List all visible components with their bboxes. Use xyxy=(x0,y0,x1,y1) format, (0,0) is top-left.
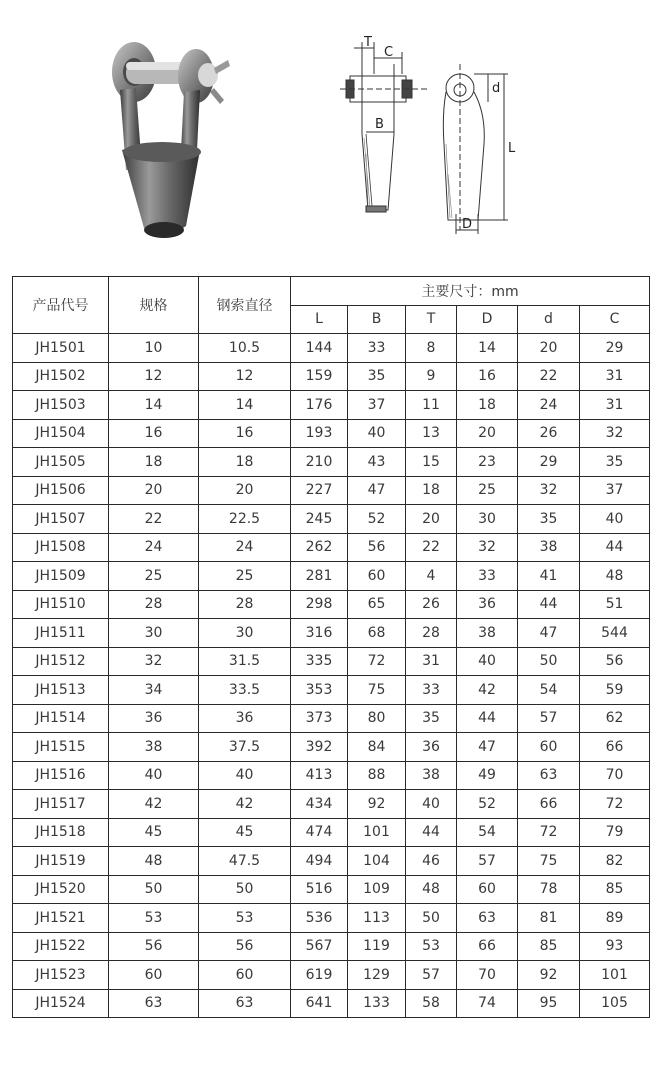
table-cell: 11 xyxy=(406,391,457,420)
table-cell: 35 xyxy=(580,448,650,477)
table-cell: 35 xyxy=(348,362,406,391)
table-row xyxy=(13,761,650,790)
header-dim: D xyxy=(457,305,518,334)
table-cell: 52 xyxy=(348,505,406,534)
table-cell: 54 xyxy=(457,818,518,847)
table-cell: 51 xyxy=(580,590,650,619)
table-cell: 18 xyxy=(199,448,291,477)
spec-table xyxy=(12,276,650,1018)
table-cell: 81 xyxy=(518,904,580,933)
header-dim: T xyxy=(406,305,457,334)
table-row xyxy=(13,733,650,762)
table-cell: 105 xyxy=(580,989,650,1018)
table-cell: 47 xyxy=(348,476,406,505)
table-cell: 24 xyxy=(109,533,199,562)
table-cell: 193 xyxy=(291,419,348,448)
table-cell: 45 xyxy=(109,818,199,847)
table-cell: 30 xyxy=(109,619,199,648)
table-row xyxy=(13,362,650,391)
table-cell: 567 xyxy=(291,932,348,961)
table-cell: 50 xyxy=(518,647,580,676)
table-cell: 119 xyxy=(348,932,406,961)
product-figures xyxy=(0,0,661,270)
table-cell: 14 xyxy=(457,334,518,363)
table-cell: 85 xyxy=(580,875,650,904)
table-cell: 474 xyxy=(291,818,348,847)
table-cell: 22 xyxy=(406,533,457,562)
table-cell: 63 xyxy=(199,989,291,1018)
label-L: L xyxy=(508,141,516,156)
table-cell: 44 xyxy=(457,704,518,733)
table-cell: 129 xyxy=(348,961,406,990)
table-cell: 60 xyxy=(109,961,199,990)
table-cell: 109 xyxy=(348,875,406,904)
table-cell: 42 xyxy=(457,676,518,705)
product-code-cell: JH1515 xyxy=(13,733,109,762)
product-code-cell: JH1507 xyxy=(13,505,109,534)
header-code: 产品代号 xyxy=(13,277,109,334)
table-cell: 516 xyxy=(291,875,348,904)
table-cell: 20 xyxy=(457,419,518,448)
table-row xyxy=(13,590,650,619)
table-cell: 57 xyxy=(457,847,518,876)
table-cell: 32 xyxy=(457,533,518,562)
table-cell: 33 xyxy=(348,334,406,363)
table-cell: 24 xyxy=(518,391,580,420)
product-code-cell: JH1509 xyxy=(13,562,109,591)
table-cell: 56 xyxy=(109,932,199,961)
table-cell: 70 xyxy=(457,961,518,990)
table-cell: 32 xyxy=(109,647,199,676)
table-cell: 60 xyxy=(457,875,518,904)
table-cell: 46 xyxy=(406,847,457,876)
product-code-cell: JH1518 xyxy=(13,818,109,847)
table-cell: 57 xyxy=(406,961,457,990)
table-cell: 47 xyxy=(457,733,518,762)
table-cell: 316 xyxy=(291,619,348,648)
table-cell: 74 xyxy=(457,989,518,1018)
table-cell: 56 xyxy=(199,932,291,961)
table-cell: 59 xyxy=(580,676,650,705)
product-code-cell: JH1505 xyxy=(13,448,109,477)
table-cell: 176 xyxy=(291,391,348,420)
table-cell: 494 xyxy=(291,847,348,876)
table-cell: 40 xyxy=(199,761,291,790)
table-cell: 25 xyxy=(457,476,518,505)
product-code-cell: JH1513 xyxy=(13,676,109,705)
table-cell: 92 xyxy=(348,790,406,819)
table-cell: 18 xyxy=(109,448,199,477)
table-cell: 50 xyxy=(406,904,457,933)
table-cell: 15 xyxy=(406,448,457,477)
table-cell: 29 xyxy=(580,334,650,363)
table-cell: 84 xyxy=(348,733,406,762)
table-row xyxy=(13,391,650,420)
table-cell: 63 xyxy=(109,989,199,1018)
table-cell: 22 xyxy=(109,505,199,534)
table-cell: 36 xyxy=(406,733,457,762)
table-cell: 50 xyxy=(109,875,199,904)
table-cell: 133 xyxy=(348,989,406,1018)
table-cell: 619 xyxy=(291,961,348,990)
table-cell: 29 xyxy=(518,448,580,477)
table-cell: 80 xyxy=(348,704,406,733)
table-cell: 93 xyxy=(580,932,650,961)
table-cell: 48 xyxy=(406,875,457,904)
product-code-cell: JH1523 xyxy=(13,961,109,990)
table-cell: 24 xyxy=(199,533,291,562)
table-cell: 544 xyxy=(580,619,650,648)
product-code-cell: JH1516 xyxy=(13,761,109,790)
table-cell: 104 xyxy=(348,847,406,876)
product-code-cell: JH1506 xyxy=(13,476,109,505)
table-cell: 16 xyxy=(457,362,518,391)
table-row xyxy=(13,790,650,819)
table-cell: 57 xyxy=(518,704,580,733)
table-cell: 53 xyxy=(199,904,291,933)
table-cell: 10.5 xyxy=(199,334,291,363)
table-row xyxy=(13,505,650,534)
product-code-cell: JH1512 xyxy=(13,647,109,676)
table-cell: 60 xyxy=(518,733,580,762)
spec-table-body xyxy=(13,334,650,1018)
label-C: C xyxy=(384,45,394,60)
table-cell: 63 xyxy=(518,761,580,790)
header-dim: L xyxy=(291,305,348,334)
table-cell: 44 xyxy=(406,818,457,847)
table-cell: 335 xyxy=(291,647,348,676)
table-cell: 13 xyxy=(406,419,457,448)
table-cell: 92 xyxy=(518,961,580,990)
table-cell: 18 xyxy=(406,476,457,505)
table-cell: 70 xyxy=(580,761,650,790)
table-cell: 20 xyxy=(406,505,457,534)
table-cell: 41 xyxy=(518,562,580,591)
table-cell: 40 xyxy=(580,505,650,534)
table-cell: 35 xyxy=(406,704,457,733)
table-cell: 227 xyxy=(291,476,348,505)
table-row xyxy=(13,419,650,448)
table-cell: 53 xyxy=(406,932,457,961)
product-code-cell: JH1520 xyxy=(13,875,109,904)
table-row xyxy=(13,904,650,933)
table-cell: 16 xyxy=(199,419,291,448)
table-cell: 101 xyxy=(348,818,406,847)
header-dim: C xyxy=(580,305,650,334)
product-code-cell: JH1524 xyxy=(13,989,109,1018)
table-cell: 42 xyxy=(199,790,291,819)
table-row xyxy=(13,847,650,876)
table-row xyxy=(13,989,650,1018)
table-cell: 353 xyxy=(291,676,348,705)
table-cell: 26 xyxy=(518,419,580,448)
table-cell: 22.5 xyxy=(199,505,291,534)
table-cell: 43 xyxy=(348,448,406,477)
table-cell: 40 xyxy=(109,761,199,790)
table-cell: 31.5 xyxy=(199,647,291,676)
table-cell: 66 xyxy=(457,932,518,961)
label-T: T xyxy=(364,35,372,50)
table-cell: 38 xyxy=(518,533,580,562)
table-row xyxy=(13,562,650,591)
table-cell: 85 xyxy=(518,932,580,961)
table-row xyxy=(13,334,650,363)
table-cell: 78 xyxy=(518,875,580,904)
table-cell: 47.5 xyxy=(199,847,291,876)
table-cell: 75 xyxy=(348,676,406,705)
table-cell: 42 xyxy=(109,790,199,819)
table-cell: 20 xyxy=(199,476,291,505)
table-cell: 35 xyxy=(518,505,580,534)
table-cell: 89 xyxy=(580,904,650,933)
table-cell: 33 xyxy=(457,562,518,591)
table-cell: 210 xyxy=(291,448,348,477)
table-cell: 14 xyxy=(109,391,199,420)
table-cell: 37.5 xyxy=(199,733,291,762)
table-cell: 52 xyxy=(457,790,518,819)
table-row xyxy=(13,961,650,990)
table-cell: 62 xyxy=(580,704,650,733)
table-cell: 25 xyxy=(199,562,291,591)
table-cell: 54 xyxy=(518,676,580,705)
table-cell: 113 xyxy=(348,904,406,933)
table-cell: 38 xyxy=(457,619,518,648)
table-row xyxy=(13,448,650,477)
table-cell: 36 xyxy=(109,704,199,733)
table-cell: 72 xyxy=(580,790,650,819)
table-cell: 37 xyxy=(348,391,406,420)
table-cell: 28 xyxy=(199,590,291,619)
table-cell: 44 xyxy=(580,533,650,562)
table-cell: 30 xyxy=(199,619,291,648)
table-cell: 281 xyxy=(291,562,348,591)
table-cell: 9 xyxy=(406,362,457,391)
table-cell: 392 xyxy=(291,733,348,762)
table-cell: 33.5 xyxy=(199,676,291,705)
table-row xyxy=(13,619,650,648)
table-cell: 25 xyxy=(109,562,199,591)
table-cell: 536 xyxy=(291,904,348,933)
table-cell: 33 xyxy=(406,676,457,705)
table-cell: 31 xyxy=(580,362,650,391)
table-cell: 101 xyxy=(580,961,650,990)
table-cell: 60 xyxy=(199,961,291,990)
table-cell: 10 xyxy=(109,334,199,363)
technical-drawing xyxy=(328,34,518,234)
table-row xyxy=(13,476,650,505)
label-D: D xyxy=(462,217,473,232)
product-code-cell: JH1503 xyxy=(13,391,109,420)
table-cell: 20 xyxy=(518,334,580,363)
header-spec: 规格 xyxy=(109,277,199,334)
product-code-cell: JH1508 xyxy=(13,533,109,562)
table-cell: 36 xyxy=(457,590,518,619)
table-cell: 18 xyxy=(457,391,518,420)
table-cell: 14 xyxy=(199,391,291,420)
table-cell: 66 xyxy=(580,733,650,762)
table-cell: 8 xyxy=(406,334,457,363)
table-cell: 12 xyxy=(199,362,291,391)
table-cell: 40 xyxy=(348,419,406,448)
table-cell: 82 xyxy=(580,847,650,876)
table-row xyxy=(13,533,650,562)
table-row xyxy=(13,704,650,733)
product-code-cell: JH1519 xyxy=(13,847,109,876)
header-rope-diameter: 钢索直径 xyxy=(199,277,291,334)
table-cell: 22 xyxy=(518,362,580,391)
table-cell: 37 xyxy=(580,476,650,505)
table-cell: 40 xyxy=(457,647,518,676)
table-cell: 75 xyxy=(518,847,580,876)
table-cell: 56 xyxy=(580,647,650,676)
table-cell: 30 xyxy=(457,505,518,534)
table-cell: 144 xyxy=(291,334,348,363)
product-code-cell: JH1521 xyxy=(13,904,109,933)
product-photo xyxy=(96,30,272,252)
table-cell: 434 xyxy=(291,790,348,819)
table-cell: 66 xyxy=(518,790,580,819)
table-cell: 31 xyxy=(580,391,650,420)
table-cell: 31 xyxy=(406,647,457,676)
table-cell: 79 xyxy=(580,818,650,847)
table-cell: 32 xyxy=(580,419,650,448)
table-cell: 49 xyxy=(457,761,518,790)
table-row xyxy=(13,818,650,847)
table-cell: 28 xyxy=(109,590,199,619)
table-row xyxy=(13,875,650,904)
table-cell: 88 xyxy=(348,761,406,790)
table-cell: 65 xyxy=(348,590,406,619)
product-code-cell: JH1514 xyxy=(13,704,109,733)
table-cell: 53 xyxy=(109,904,199,933)
product-code-cell: JH1502 xyxy=(13,362,109,391)
product-code-cell: JH1522 xyxy=(13,932,109,961)
table-row xyxy=(13,647,650,676)
table-cell: 28 xyxy=(406,619,457,648)
table-cell: 373 xyxy=(291,704,348,733)
table-row xyxy=(13,932,650,961)
table-cell: 40 xyxy=(406,790,457,819)
table-cell: 34 xyxy=(109,676,199,705)
header-dim: B xyxy=(348,305,406,334)
table-cell: 245 xyxy=(291,505,348,534)
table-cell: 641 xyxy=(291,989,348,1018)
header-dim: d xyxy=(518,305,580,334)
table-cell: 413 xyxy=(291,761,348,790)
product-code-cell: JH1511 xyxy=(13,619,109,648)
table-cell: 38 xyxy=(406,761,457,790)
table-row xyxy=(13,676,650,705)
table-cell: 20 xyxy=(109,476,199,505)
table-cell: 298 xyxy=(291,590,348,619)
table-cell: 23 xyxy=(457,448,518,477)
table-cell: 48 xyxy=(109,847,199,876)
table-cell: 12 xyxy=(109,362,199,391)
header-main-dims: 主要尺寸：mm xyxy=(291,277,650,306)
table-cell: 95 xyxy=(518,989,580,1018)
table-cell: 32 xyxy=(518,476,580,505)
table-cell: 36 xyxy=(199,704,291,733)
table-cell: 44 xyxy=(518,590,580,619)
label-B: B xyxy=(375,117,384,132)
table-cell: 72 xyxy=(348,647,406,676)
table-cell: 47 xyxy=(518,619,580,648)
table-cell: 63 xyxy=(457,904,518,933)
table-cell: 26 xyxy=(406,590,457,619)
table-cell: 4 xyxy=(406,562,457,591)
table-cell: 56 xyxy=(348,533,406,562)
table-cell: 262 xyxy=(291,533,348,562)
table-cell: 38 xyxy=(109,733,199,762)
table-cell: 58 xyxy=(406,989,457,1018)
product-code-cell: JH1501 xyxy=(13,334,109,363)
table-cell: 48 xyxy=(580,562,650,591)
product-code-cell: JH1504 xyxy=(13,419,109,448)
table-cell: 16 xyxy=(109,419,199,448)
table-cell: 45 xyxy=(199,818,291,847)
table-cell: 60 xyxy=(348,562,406,591)
table-cell: 159 xyxy=(291,362,348,391)
table-cell: 72 xyxy=(518,818,580,847)
product-code-cell: JH1517 xyxy=(13,790,109,819)
label-d: d xyxy=(492,81,501,96)
table-cell: 68 xyxy=(348,619,406,648)
product-code-cell: JH1510 xyxy=(13,590,109,619)
table-cell: 50 xyxy=(199,875,291,904)
